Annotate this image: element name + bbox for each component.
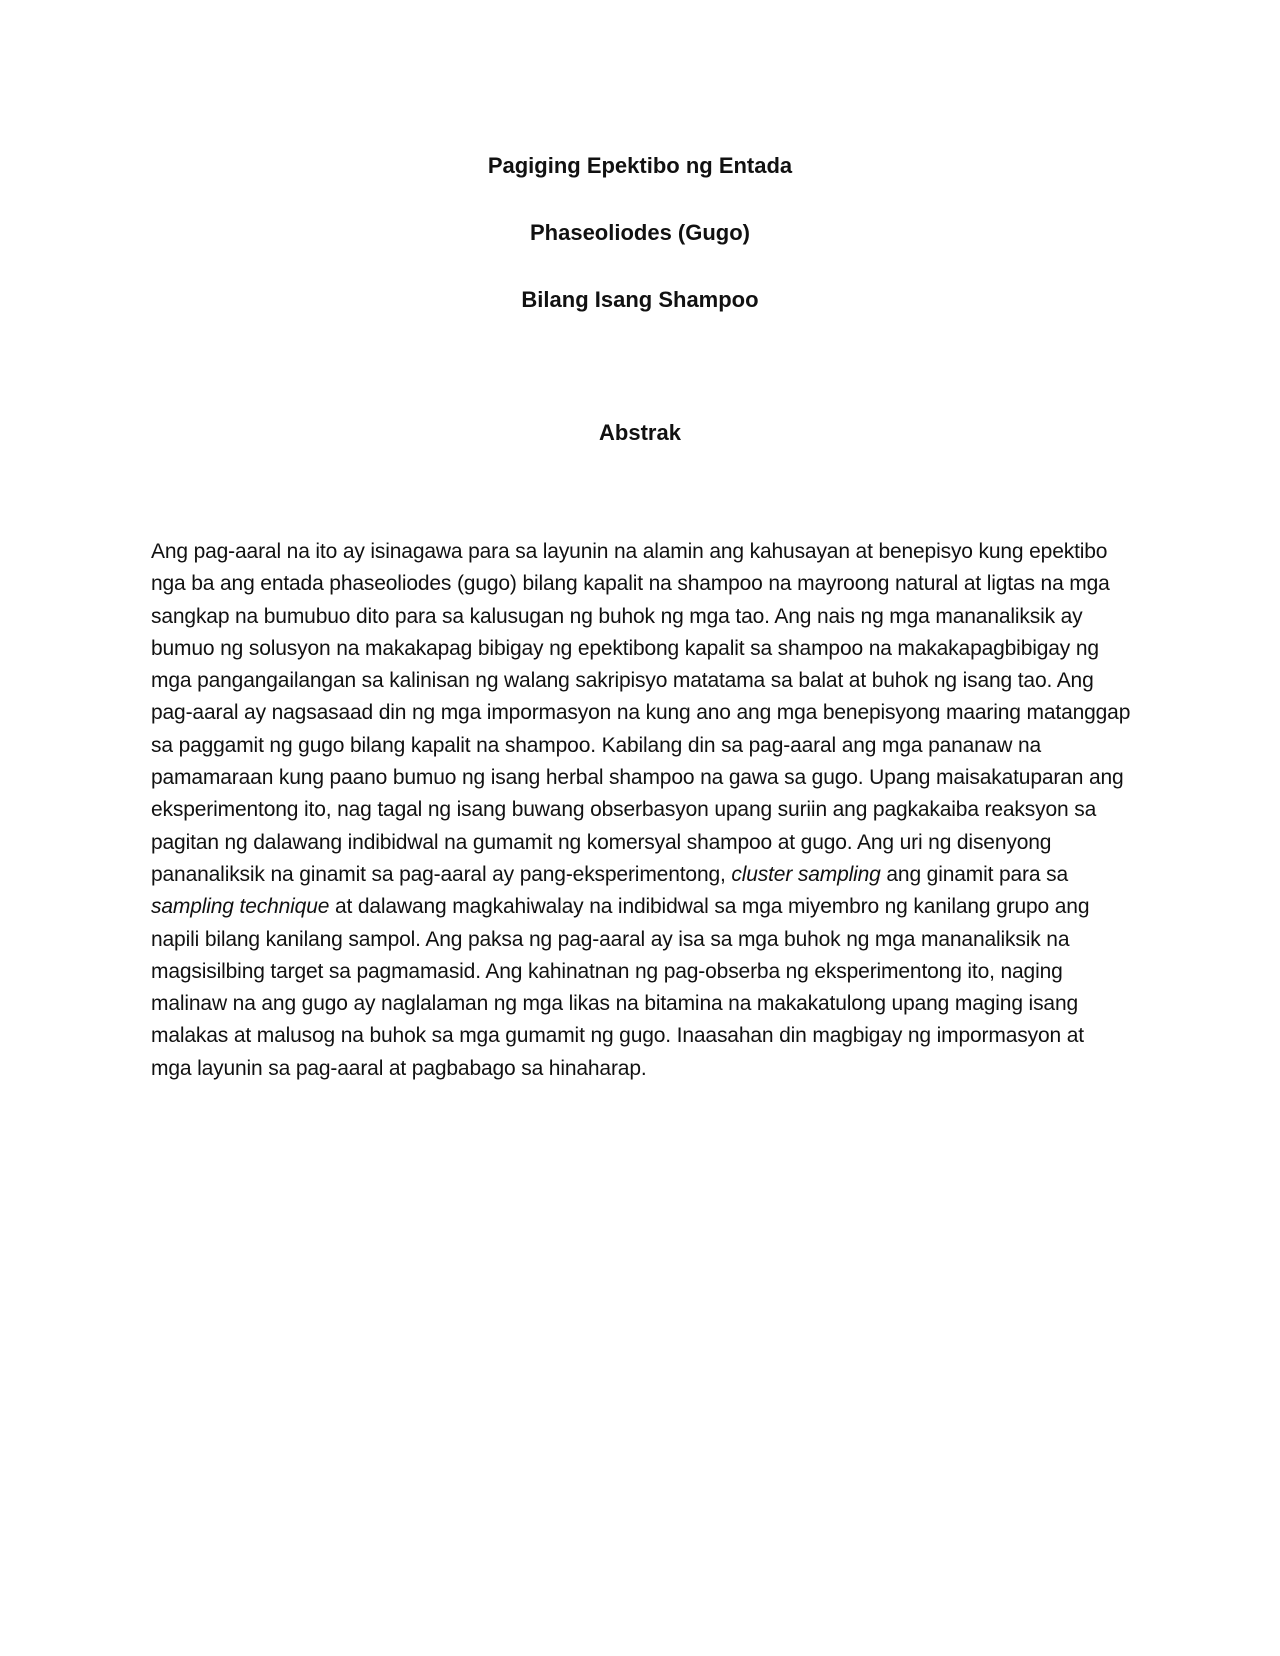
- abstract-line-14: magsisilbing target sa pagmamasid. Ang kahinatnan ng pag-obserba ng eksperimentong ito, naging: [151, 959, 1063, 983]
- abstract-line-17: mga layunin sa pag-aaral at pagbabago sa hinaharap.: [151, 1056, 647, 1080]
- abstract-line-12-rest: at dalawang magkahiwalay na indibidwal sa mga miyembro ng kanilang grupo ang: [329, 895, 1090, 919]
- abstract-body: [151, 536, 1151, 1085]
- italic-term-cluster-sampling: cluster sampling: [731, 862, 881, 886]
- abstract-line-6: pag-aaral ay nagsasaad din ng mga impormasyon na kung ano ang mga benepisyong maaring matanggap: [151, 701, 1131, 725]
- abstract-line-4: bumuo ng solusyon na makakapag bibigay ng epektibong kapalit sa shampoo na makakapagbibigay ng: [151, 636, 1099, 660]
- abstract-line-12: [151, 891, 1151, 923]
- abstract-line-2: nga ba ang entada phaseoliodes (gugo) bilang kapalit na shampoo na mayroong natural at ligtas na mga: [151, 572, 1110, 596]
- abstract-line-16: malakas at malusog na buhok sa mga gumamit ng gugo. Inaasahan din magbigay ng impormasyon at: [151, 1024, 1084, 1048]
- abstract-line-7: sa paggamit ng gugo bilang kapalit na shampoo. Kabilang din sa pag-aaral ang mga pananaw na: [151, 733, 1041, 757]
- abstract-heading: Abstrak: [599, 420, 681, 445]
- abstract-line-11-text: pananaliksik na ginamit sa pag-aaral ay pang-eksperimentong,: [151, 862, 732, 886]
- abstract-line-3: sangkap na bumubuo dito para sa kalusugan ng buhok ng mga tao. Ang nais ng mga mananaliksik ay: [151, 604, 1083, 628]
- title-line-2: Phaseoliodes (Gugo): [529, 220, 751, 245]
- abstract-line-10: pagitan ng dalawang indibidwal na gumamit ng komersyal shampoo at gugo. Ang uri ng disenyong: [151, 830, 1052, 854]
- abstract-line-8: pamamaraan kung paano bumuo ng isang herbal shampoo na gawa sa gugo. Upang maisakatuparan ang: [151, 766, 1124, 790]
- abstract-line-15: malinaw na ang gugo ay naglalaman ng mga likas na bitamina na makakatulong upang maging isang: [151, 992, 1079, 1016]
- title-line-1: Pagiging Epektibo ng Entada: [487, 153, 793, 178]
- abstract-line-11: [151, 859, 1151, 891]
- abstract-line-11-rest: ang ginamit para sa: [880, 862, 1068, 886]
- title-line-3: Bilang Isang Shampoo: [521, 287, 759, 312]
- abstract-line-1: Ang pag-aaral na ito ay isinagawa para sa layunin na alamin ang kahusayan at benepisyo kung epektibo: [151, 540, 1108, 563]
- abstract-line-9: eksperimentong ito, nag tagal ng isang buwang obserbasyon upang suriin ang pagkakaiba reaksyon sa: [151, 798, 1097, 822]
- abstract-line-5: mga pangangailangan sa kalinisan ng walang sakripisyo matatama sa balat at buhok ng isang tao. Ang: [151, 669, 1094, 693]
- italic-term-sampling-technique: sampling technique: [151, 895, 330, 919]
- abstract-line-13: napili bilang kanilang sampol. Ang paksa ng pag-aaral ay isa sa mga buhok ng mga mananaliksik na: [151, 927, 1070, 951]
